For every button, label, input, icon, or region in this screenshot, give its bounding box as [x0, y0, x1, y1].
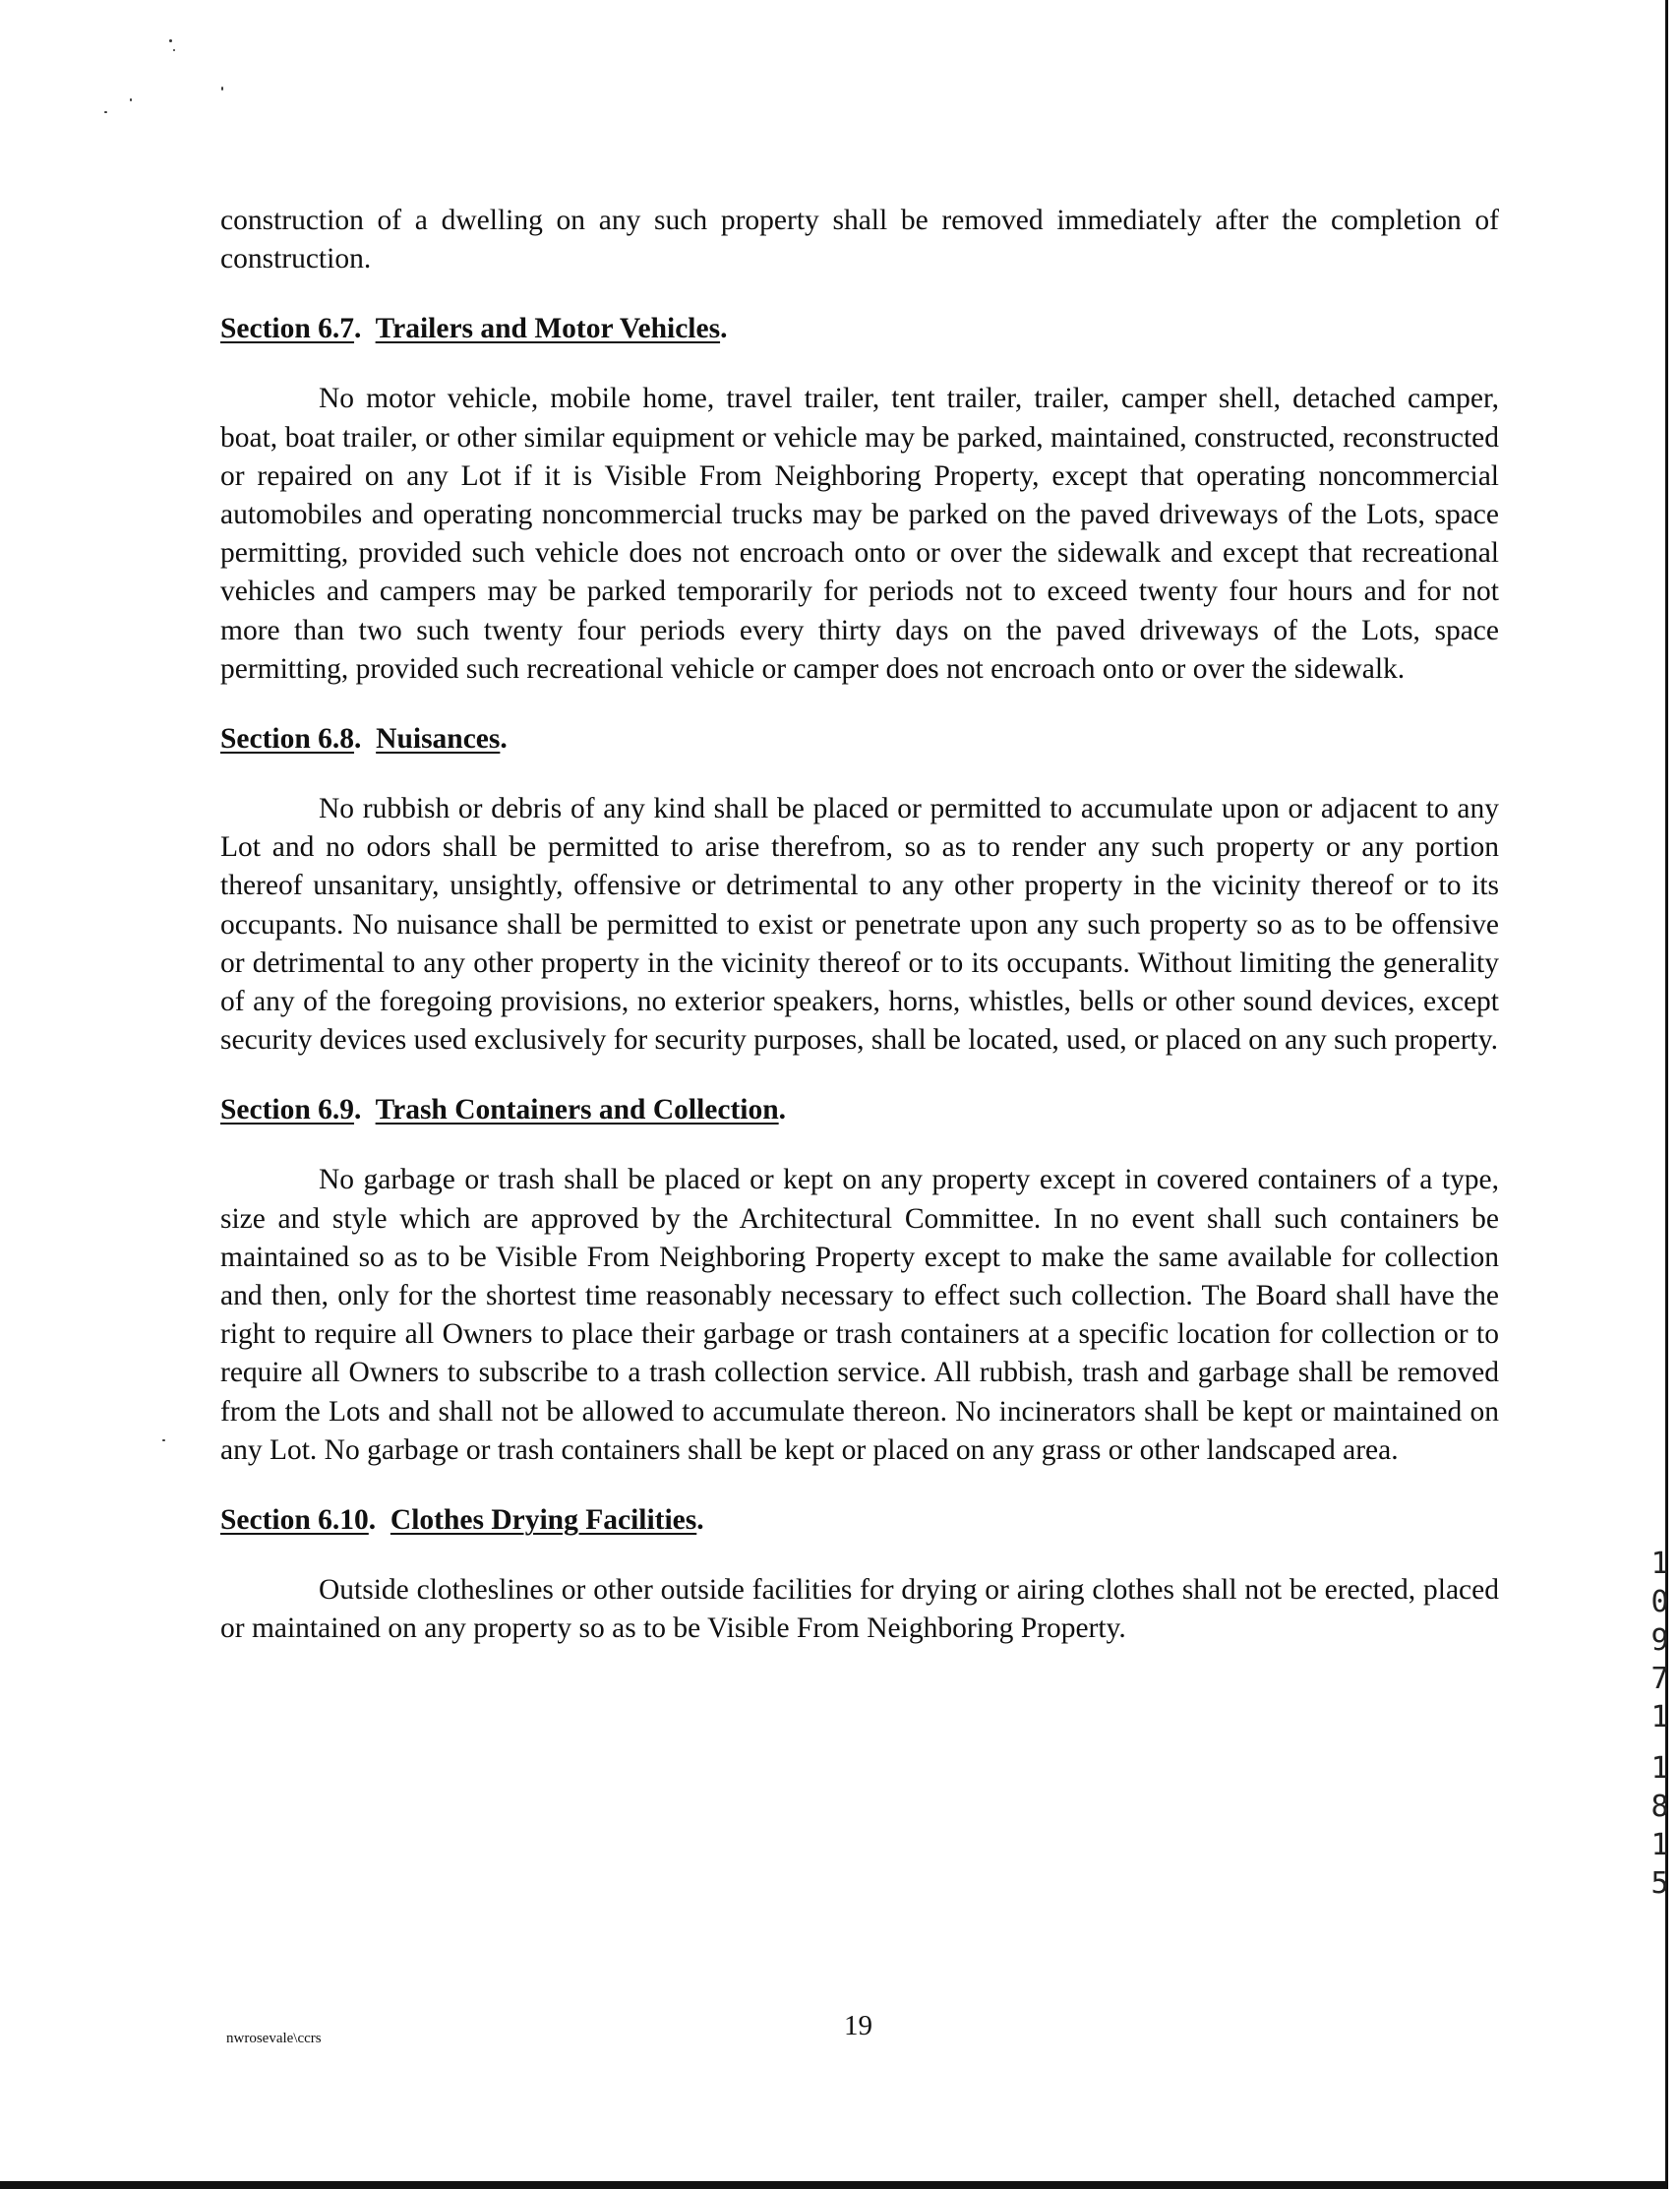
section-heading-6-8: Section 6.8. Nuisances.	[220, 723, 508, 756]
scan-speck	[221, 87, 223, 91]
section-body-6-10: Outside clotheslines or other outside facilities for drying or airing clothes shall not be erected, placed or maintained on any property so as to be Visible From Neighboring Property.	[220, 1574, 1499, 1645]
recording-stamp-number	[1639, 1547, 1677, 1738]
section-heading-6-9: Section 6.9. Trash Containers and Collection.	[220, 1094, 787, 1126]
section-title: Trailers and Motor Vehicles	[375, 313, 721, 345]
section-title: Trash Containers and Collection	[375, 1094, 779, 1126]
section-body-6-9: No garbage or trash shall be placed or kept on any property except in covered containers of a type, size and style which are approved by the Architectural Committee. In no event shall such containers be maintained so as to be Visible From Neighboring Property except to make the same available for collection and then, only for the shortest time reasonably necessary to effect such collection. The Board shall have the right to require all Owners to place their garbage or trash containers at a specific location for collection or to require all Owners to subscribe to a trash collection service. All rubbish, trash and garbage shall be removed from the Lots and shall not be allowed to accumulate thereon. No incinerators shall be kept or maintained on any Lot. No garbage or trash containers shall be kept or placed on any grass or other landscaped area.	[220, 1164, 1499, 1466]
section-body-6-8: No rubbish or debris of any kind shall be placed or permitted to accumulate upon or adjacent to any Lot and no odors shall be permitted to arise therefrom, so as to render any such property or any portion thereof unsanitary, unsightly, offensive or detrimental to any other property in the vicinity thereof or to its occupants. No nuisance shall be permitted to exist or penetrate upon any such property so as to be offensive or detrimental to any other property in the vicinity thereof or to its occupants. Without limiting the generality of any of the foregoing provisions, no exterior speakers, horns, whistles, bells or other sound devices, except security devices used exclusively for security purposes, shall be located, used, or placed on any such property.	[220, 793, 1499, 1057]
scan-speck	[173, 49, 175, 51]
section-title: Clothes Drying Facilities	[390, 1504, 697, 1537]
scan-speck	[169, 39, 172, 42]
stamp-digits: 1815	[1643, 1751, 1677, 1905]
section-title: Nuisances	[376, 723, 501, 756]
continuation-paragraph: construction of a dwelling on any such property shall be removed immediately after the completion of construction.	[220, 205, 1499, 275]
section-heading-6-7: Section 6.7. Trailers and Motor Vehicles.	[220, 313, 728, 345]
section-number: Section 6.10	[220, 1504, 369, 1537]
page-number: 19	[844, 2010, 872, 2041]
document-body	[220, 202, 1499, 1648]
recording-stamp-number	[1639, 1751, 1677, 1905]
footer-file-path: nwrosevale\ccrs	[226, 2031, 322, 2046]
stamp-digits: 10971	[1643, 1547, 1677, 1738]
scan-speck	[104, 111, 107, 113]
scan-speck	[162, 1439, 165, 1441]
section-number: Section 6.9	[220, 1094, 355, 1126]
section-number: Section 6.8	[220, 723, 355, 756]
section-number: Section 6.7	[220, 313, 355, 345]
page-edge-bottom	[0, 2181, 1668, 2189]
section-body-6-7: No motor vehicle, mobile home, travel trailer, tent trailer, trailer, camper shell, detached camper, boat, boat trailer, or other similar equipment or vehicle may be parked, maintained, constructed, reconstructed or repaired on any Lot if it is Visible From Neighboring Property, except that operating noncommercial automobiles and operating noncommercial trucks may be parked on the paved driveways of the Lots, space permitting, provided such vehicle does not encroach onto or over the sidewalk and except that recreational vehicles and campers may be parked temporarily for periods not to exceed twenty four hours and for not more than two such twenty four periods every thirty days on the paved driveways of the Lots, space permitting, provided such recreational vehicle or camper does not encroach onto or over the sidewalk.	[220, 383, 1499, 685]
scan-speck	[130, 98, 132, 101]
section-heading-6-10: Section 6.10. Clothes Drying Facilities.	[220, 1504, 704, 1537]
